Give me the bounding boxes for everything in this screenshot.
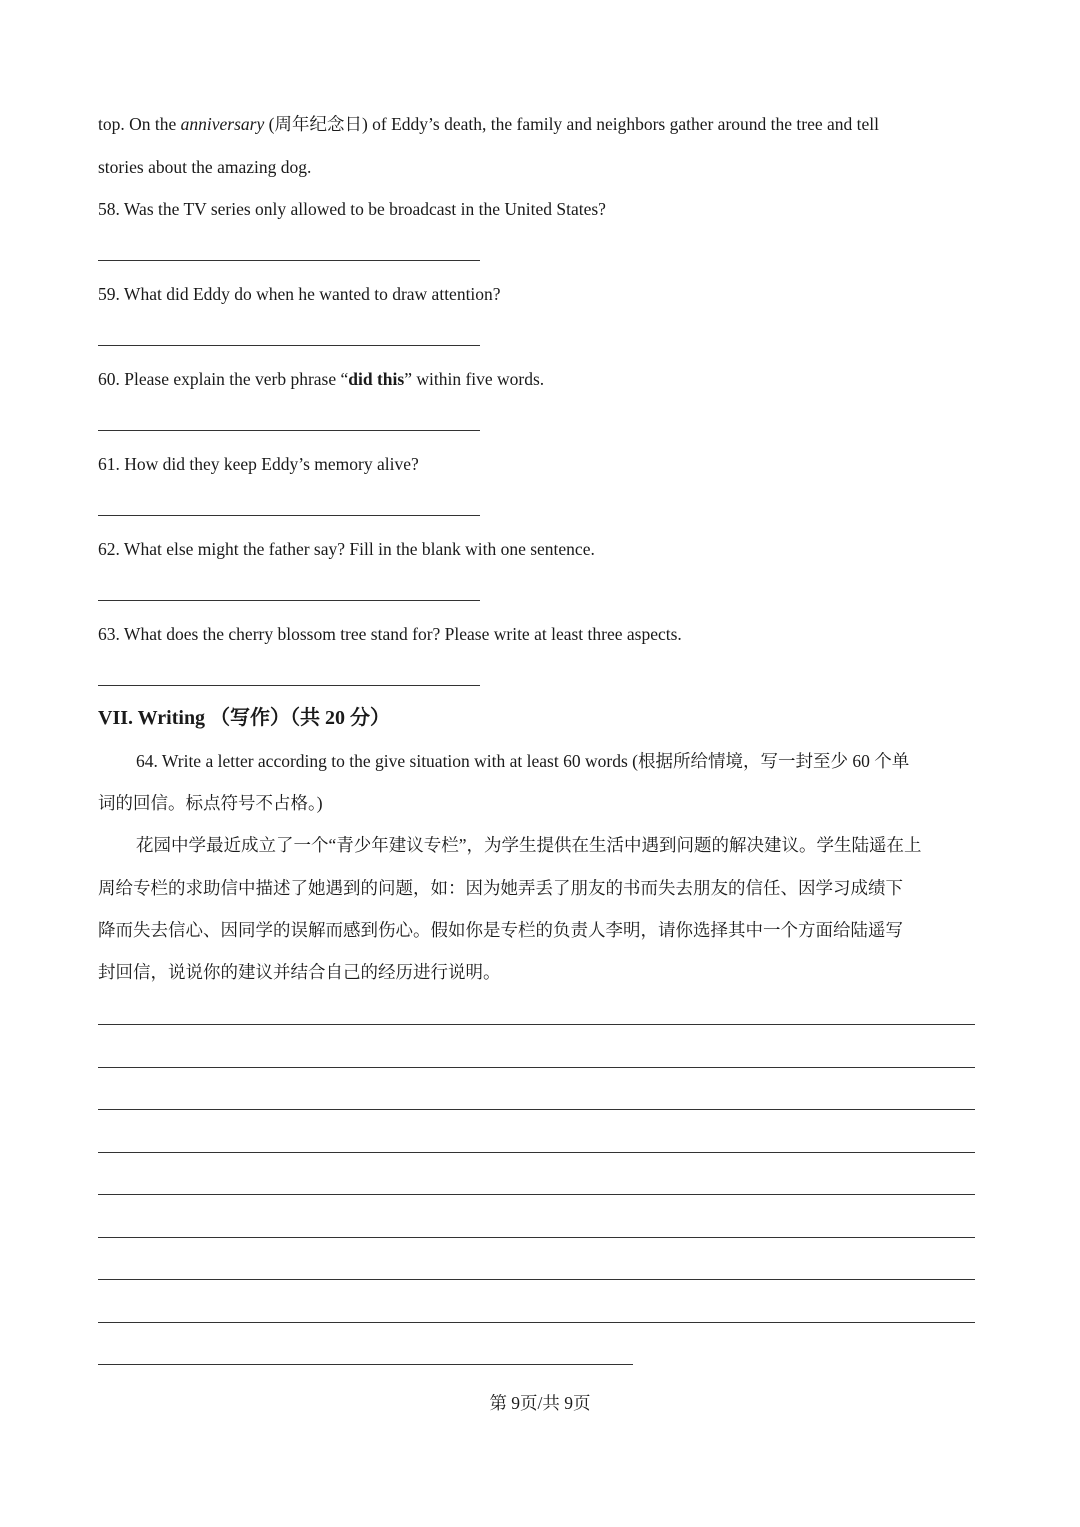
answer-line-60[interactable] [98, 430, 480, 431]
writing-line[interactable] [98, 1109, 975, 1110]
passage-text: top. On the [98, 114, 181, 134]
passage-line-2: stories about the amazing dog. [98, 157, 312, 177]
answer-line-61[interactable] [98, 515, 480, 516]
question-60 [98, 367, 544, 391]
question-63: 63. What does the cherry blossom tree stand for? Please write at least three aspects. [98, 624, 682, 644]
question-61: 61. How did they keep Eddy’s memory alive? [98, 454, 419, 474]
answer-line-62[interactable] [98, 600, 480, 601]
situation-line-1: 花园中学最近成立了一个“青少年建议专栏”，为学生提供在生活中遇到问题的解决建议。学生陆遥在上 [136, 835, 922, 855]
question-62: 62. What else might the father say? Fill in the blank with one sentence. [98, 539, 595, 559]
passage-italic-word: anniversary [180, 114, 265, 134]
writing-line[interactable] [98, 1322, 975, 1323]
writing-line[interactable] [98, 1024, 975, 1025]
question-text: ” within five words. [404, 369, 545, 389]
answer-line-63[interactable] [98, 685, 480, 686]
writing-line[interactable] [98, 1237, 975, 1238]
question-bold-phrase: did this [348, 369, 405, 389]
question-text: 60. Please explain the verb phrase “ [98, 369, 349, 389]
page-number: 第 9页/共 9页 [489, 1393, 591, 1413]
situation-line-2: 周给专栏的求助信中描述了她遇到的问题，如：因为她弄丢了朋友的书而失去朋友的信任、因学习成绩下 [98, 878, 903, 898]
writing-task-line-1: 64. Write a letter according to the give situation with at least 60 words (根据所给情境，写一封至少 60 个单 [136, 751, 910, 771]
situation-line-3: 降而失去信心、因同学的误解而感到伤心。假如你是专栏的负责人李明，请你选择其中一个方面给陆遥写 [98, 920, 903, 940]
writing-task-line-2: 词的回信。标点符号不占格。) [98, 793, 323, 813]
writing-line[interactable] [98, 1067, 975, 1068]
writing-line[interactable] [98, 1152, 975, 1153]
passage-line-1 [98, 112, 879, 136]
writing-line-last[interactable] [98, 1364, 633, 1365]
writing-line[interactable] [98, 1194, 975, 1195]
section-heading-writing: VII. Writing （写作）（共 20 分） [98, 707, 391, 729]
writing-line[interactable] [98, 1279, 975, 1280]
answer-line-58[interactable] [98, 260, 480, 261]
answer-line-59[interactable] [98, 345, 480, 346]
situation-line-4: 封回信，说说你的建议并结合自己的经历进行说明。 [98, 962, 501, 982]
question-59: 59. What did Eddy do when he wanted to draw attention? [98, 284, 501, 304]
passage-text: (周年纪念日) of Eddy’s death, the family and neighbors gather around the tree and tell [264, 114, 880, 134]
question-58: 58. Was the TV series only allowed to be broadcast in the United States? [98, 199, 606, 219]
